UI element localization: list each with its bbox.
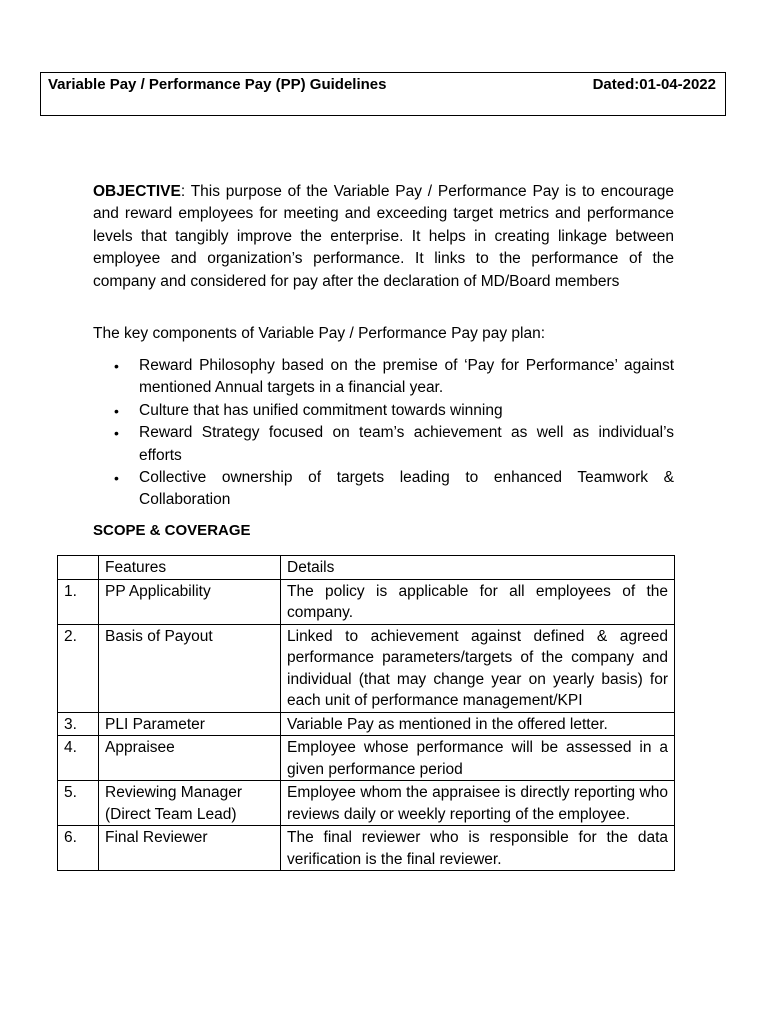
row-details: Employee whose performance will be assessed in a given performance period — [281, 736, 675, 781]
list-item-text: Culture that has unified commitment towards winning — [139, 401, 503, 419]
column-header-number — [58, 556, 99, 580]
row-feature: Final Reviewer — [99, 826, 281, 871]
key-components-intro: The key components of Variable Pay / Performance Pay pay plan: — [93, 325, 546, 342]
objective-text: : This purpose of the Variable Pay / Performance Pay is to encourage and reward employees for meeting and exceeding target metrics and performance levels that tangibly improve the enterprise. It helps in creating linkage between employee and organization’s performance. It links to the performance of the company and considered for pay after the declaration of MD/Board members — [93, 183, 674, 290]
objective-label: OBJECTIVE — [93, 183, 181, 200]
list-item — [93, 422, 674, 467]
row-feature: Reviewing Manager (Direct Team Lead) — [99, 781, 281, 826]
row-feature: Appraisee — [99, 736, 281, 781]
list-item — [93, 467, 674, 512]
table-row — [58, 826, 675, 871]
bullet-icon: • — [114, 402, 119, 419]
document-header — [40, 72, 726, 116]
list-item-text: Reward Strategy focused on team’s achievement as well as individual’s efforts — [139, 424, 674, 464]
scope-heading: SCOPE & COVERAGE — [93, 522, 251, 539]
row-number: 5. — [58, 781, 99, 826]
row-feature: PLI Parameter — [99, 712, 281, 736]
row-feature: Basis of Payout — [99, 624, 281, 712]
bullet-icon: • — [114, 470, 119, 487]
bullet-icon: • — [114, 425, 119, 442]
row-details: The policy is applicable for all employees of the company. — [281, 579, 675, 624]
list-item-text: Reward Philosophy based on the premise of ‘Pay for Performance’ against mentioned Annual targets in a financial year. — [139, 357, 674, 397]
row-details: Variable Pay as mentioned in the offered letter. — [281, 712, 675, 736]
scope-table — [57, 555, 675, 871]
key-components-list — [93, 355, 674, 512]
row-details: Employee whom the appraisee is directly reporting who reviews daily or weekly reporting of the employee. — [281, 781, 675, 826]
table-row — [58, 781, 675, 826]
row-number: 4. — [58, 736, 99, 781]
row-feature: PP Applicability — [99, 579, 281, 624]
row-number: 1. — [58, 579, 99, 624]
row-number: 3. — [58, 712, 99, 736]
list-item-text: Collective ownership of targets leading to enhanced Teamwork & Collaboration — [139, 469, 674, 509]
row-details: The final reviewer who is responsible for the data verification is the final reviewer. — [281, 826, 675, 871]
column-header-features: Features — [99, 556, 281, 580]
list-item — [93, 400, 674, 422]
document-title: Variable Pay / Performance Pay (PP) Guidelines — [48, 76, 387, 93]
column-header-details: Details — [281, 556, 675, 580]
row-number: 2. — [58, 624, 99, 712]
objective-paragraph — [93, 181, 674, 293]
document-date: Dated:01-04-2022 — [592, 76, 716, 93]
row-number: 6. — [58, 826, 99, 871]
table-row — [58, 579, 675, 624]
bullet-icon: • — [114, 358, 119, 374]
table-header-row — [58, 556, 675, 580]
table-row — [58, 624, 675, 712]
table-row — [58, 736, 675, 781]
row-details: Linked to achievement against defined & agreed performance parameters/targets of the company and individual (that may change year on yearly basis) for each unit of performance management/KPI — [281, 624, 675, 712]
list-item — [93, 355, 674, 400]
table-row — [58, 712, 675, 736]
